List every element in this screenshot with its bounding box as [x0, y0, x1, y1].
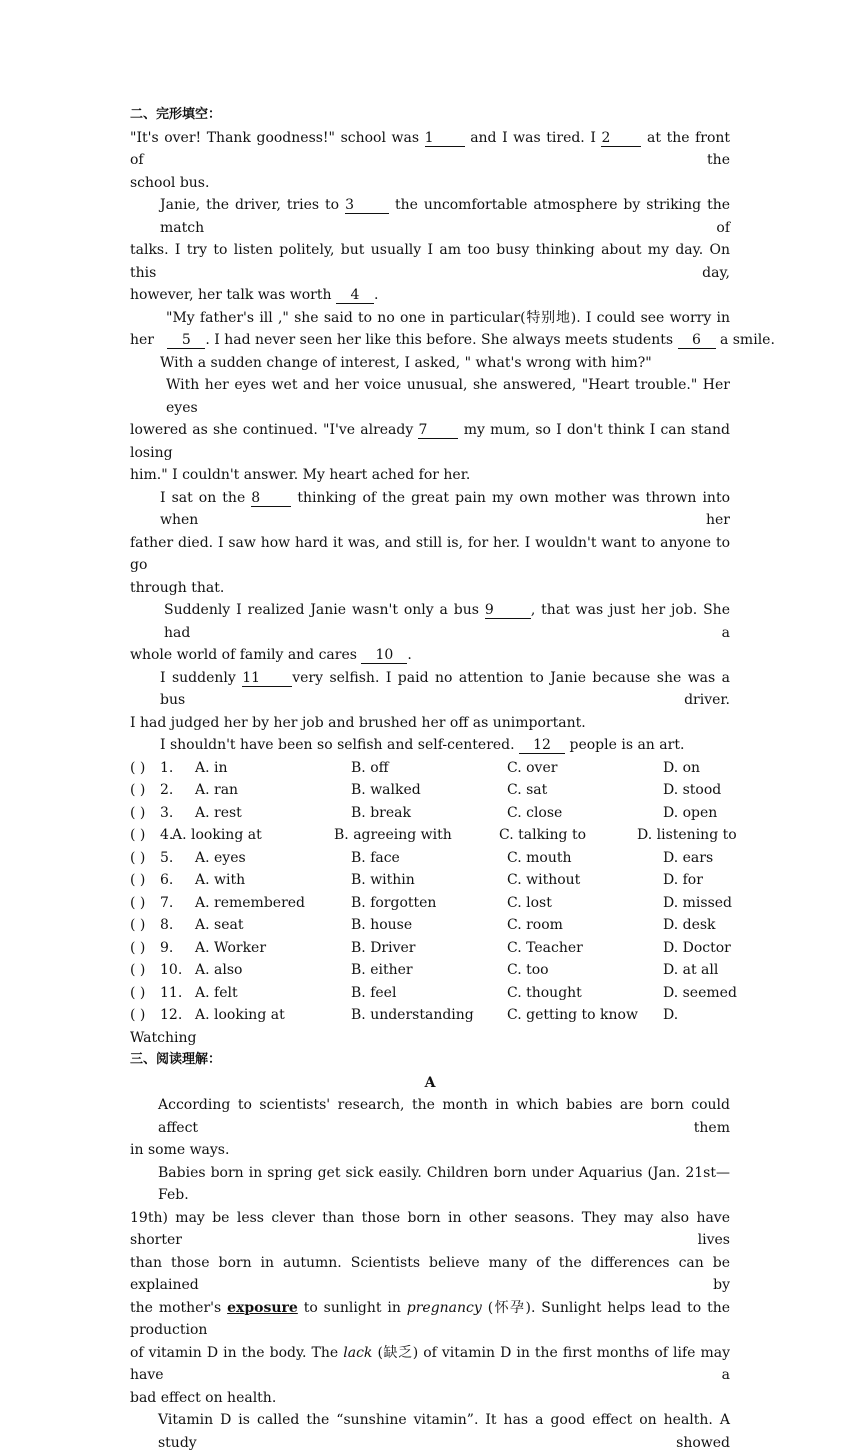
question-row — [130, 779, 730, 802]
option-c: C. room — [507, 917, 563, 933]
blank-2: 2 — [601, 130, 641, 147]
option-a: A. seat — [195, 917, 244, 933]
option-d: D. — [663, 1007, 679, 1023]
option-d: D. ears — [663, 849, 714, 866]
option-d: D. at all — [663, 962, 719, 978]
option-b: B. house — [351, 917, 413, 933]
question-number: 1. — [160, 759, 174, 776]
paragraph-line: Babies born in spring get sick easily. Children born under Aquarius (Jan. 21st—Feb. — [158, 1164, 730, 1203]
text-italic: pregnancy — [406, 1299, 482, 1316]
question-row — [130, 869, 730, 892]
option-c: C. sat — [507, 782, 548, 798]
option-c: C. getting to know — [507, 1007, 638, 1023]
option-c: C. mouth — [507, 849, 572, 866]
text: a smile. — [719, 332, 775, 348]
question-number: 4. — [160, 827, 174, 843]
option-a: A. rest — [195, 804, 242, 821]
question-12-wrap: Watching — [130, 1029, 197, 1046]
question-row — [130, 914, 730, 937]
option-a: A. looking at — [195, 1007, 285, 1023]
question-number: 5. — [160, 849, 174, 866]
answer-paren[interactable]: ( ) — [130, 894, 146, 911]
text: Janie, the driver, tries to — [160, 197, 340, 213]
text: (缺乏) of vitamin D in the first months of life may have a — [130, 1344, 731, 1383]
paragraph-line — [130, 329, 775, 352]
section-heading-reading: 三、阅读理解： — [130, 1052, 222, 1067]
option-b: B. break — [351, 804, 411, 821]
paragraph-line: With a sudden change of interest, I asked, " what's wrong with him?" — [160, 354, 652, 371]
blank-7: 7 — [418, 422, 458, 439]
question-row — [130, 982, 737, 1005]
text: I suddenly — [160, 669, 236, 686]
answer-paren[interactable]: ( ) — [130, 984, 146, 1001]
option-c: C. without — [507, 872, 581, 888]
question-row — [130, 847, 730, 870]
blank-6: 6 — [678, 332, 716, 349]
answer-paren[interactable]: ( ) — [130, 872, 146, 888]
question-number: 9. — [160, 939, 174, 956]
option-c: C. close — [507, 804, 563, 821]
text: Suddenly I realized Janie wasn't only a bus — [164, 602, 479, 618]
option-b: B. forgotten — [351, 894, 437, 911]
option-c: C. talking to — [499, 827, 587, 843]
paragraph-line — [130, 1297, 730, 1342]
paragraph-line: I had judged her by her job and brushed her off as unimportant. — [130, 714, 586, 731]
answer-paren[interactable]: ( ) — [130, 849, 146, 866]
text: however, her talk was worth — [130, 287, 332, 303]
question-row — [130, 892, 730, 915]
paragraph-line: Vitamin D is called the “sunshine vitamin”. It has a good effect on health. A study showed — [158, 1412, 730, 1451]
question-number: 3. — [160, 804, 174, 821]
paragraph-line — [130, 127, 730, 172]
blank-8: 8 — [251, 490, 291, 507]
option-b: B. walked — [351, 782, 421, 798]
option-c: C. too — [507, 962, 549, 978]
paragraph-line: however, her talk was worth 4 . — [130, 287, 379, 303]
paragraph-line: father died. I saw how hard it was, and still is, for her. I wouldn't want to anyone to go — [130, 534, 730, 573]
answer-paren[interactable]: ( ) — [130, 917, 146, 933]
option-d: D. open — [663, 804, 718, 821]
paragraph-line — [130, 194, 730, 239]
option-d: D. for — [663, 872, 703, 888]
option-b: B. understanding — [351, 1007, 474, 1023]
option-b: B. agreeing with — [334, 827, 452, 843]
text: her — [130, 332, 154, 348]
question-number: 10. — [160, 962, 183, 978]
question-number: 6. — [160, 872, 174, 888]
text: . I had never seen her like this before. She always meets students — [205, 332, 674, 348]
text: my mum, so I don't think I can stand losing — [130, 422, 730, 461]
paragraph-line: With her eyes wet and her voice unusual, she answered, "Heart trouble." Her eyes — [166, 377, 730, 416]
question-row — [130, 824, 737, 847]
text: I shouldn't have been so selfish and self-centered. — [160, 737, 515, 753]
text: whole world of family and cares — [130, 647, 357, 663]
question-number: 12. — [160, 1007, 183, 1023]
text: very selfish. I paid no attention to Janie because she was a bus driver. — [160, 669, 730, 708]
answer-paren[interactable]: ( ) — [130, 939, 146, 956]
question-number: 8. — [160, 917, 174, 933]
blank-10: 10 — [361, 647, 407, 664]
option-d: D. stood — [663, 782, 722, 798]
question-number: 2. — [160, 782, 174, 798]
paragraph-line: 19th) may be less clever than those born in other seasons. They may also have shorter lives — [130, 1209, 730, 1248]
question-row — [130, 1004, 730, 1027]
option-a: A. looking at — [172, 827, 262, 843]
option-d: D. on — [663, 759, 701, 776]
paragraph-line: him." I couldn't answer. My heart ached for her. — [130, 467, 471, 483]
option-b: B. feel — [351, 984, 397, 1001]
blank-12: 12 — [519, 737, 565, 754]
blank-3: 3 — [345, 197, 389, 214]
option-b: B. either — [351, 962, 413, 978]
text: , that was just her job. She had a — [164, 602, 730, 641]
question-list — [130, 757, 737, 1027]
paragraph-line — [130, 667, 730, 712]
keyword-exposure: exposure — [227, 1299, 298, 1316]
option-d: D. missed — [663, 894, 732, 911]
answer-paren[interactable]: ( ) — [130, 1007, 146, 1023]
document-page — [130, 104, 775, 1454]
option-d: D. seemed — [663, 984, 737, 1001]
option-c: C. lost — [507, 894, 552, 911]
paragraph-line: through that. — [130, 579, 225, 596]
option-a: A. remembered — [195, 894, 306, 911]
section-heading-cloze: 二、完形填空： — [130, 107, 222, 122]
option-d: D. desk — [663, 917, 716, 933]
blank-9: 9 — [485, 602, 531, 619]
question-number: 11. — [160, 984, 183, 1001]
answer-paren[interactable]: ( ) — [130, 804, 146, 821]
paragraph-line: According to scientists' research, the month in which babies are born could affect them — [158, 1097, 730, 1136]
paragraph-line — [130, 1342, 730, 1387]
option-a: A. felt — [195, 984, 238, 1001]
option-a: A. in — [195, 759, 228, 776]
text: the mother's — [130, 1299, 222, 1316]
question-row — [130, 959, 730, 982]
text: thinking of the great pain my own mother was thrown into when her — [160, 489, 730, 528]
text: to sunlight in — [303, 1299, 401, 1316]
blank-1: 1 — [425, 130, 465, 147]
paragraph-line: in some ways. — [130, 1142, 230, 1158]
paragraph-line — [130, 487, 730, 532]
option-a: A. eyes — [195, 849, 246, 866]
option-d: D. Doctor — [663, 939, 731, 956]
paragraph-line: school bus. — [130, 174, 210, 191]
paragraph-line: bad effect on health. — [130, 1389, 277, 1406]
blank-4: 4 — [336, 287, 374, 304]
paragraph-line: than those born in autumn. Scientists believe many of the differences can be explained by — [130, 1254, 730, 1293]
question-row — [130, 802, 730, 825]
text: I sat on the — [160, 489, 246, 506]
option-b: B. off — [351, 759, 389, 776]
paragraph-line: "My father's ill ," she said to no one in particular(特别地). I could see worry in — [166, 309, 730, 326]
option-c: C. over — [507, 759, 558, 776]
answer-paren[interactable]: ( ) — [130, 962, 146, 978]
paragraph-line — [130, 599, 730, 644]
option-a: A. Worker — [195, 939, 267, 956]
text: people is an art. — [569, 737, 685, 753]
question-row — [130, 937, 730, 960]
text: (怀孕). Sunlight helps lead to the production — [130, 1299, 731, 1338]
option-c: C. Teacher — [507, 939, 583, 956]
blank-11: 11 — [242, 670, 292, 687]
option-a: A. ran — [195, 782, 239, 798]
passage-title: A — [424, 1074, 436, 1091]
option-b: B. face — [351, 849, 400, 866]
text: of vitamin D in the body. The — [130, 1344, 339, 1361]
option-b: B. within — [351, 872, 415, 888]
blank-5: 5 — [167, 332, 205, 349]
text: lowered as she continued. "I've already — [130, 422, 414, 438]
option-d: D. listening to — [637, 827, 737, 843]
answer-paren[interactable]: ( ) — [130, 827, 146, 843]
option-b: B. Driver — [351, 939, 416, 956]
text: the uncomfortable atmosphere by striking the match of — [160, 197, 731, 236]
question-row — [130, 757, 730, 780]
text: at the front of the — [130, 129, 731, 168]
answer-paren[interactable]: ( ) — [130, 759, 146, 776]
option-a: A. with — [195, 872, 246, 888]
paragraph-line: talks. I try to listen politely, but usually I am too busy thinking about my day. On this day, — [130, 242, 730, 281]
option-a: A. also — [195, 962, 243, 978]
paragraph-line — [130, 734, 730, 757]
paragraph-line — [130, 419, 730, 464]
paragraph-line: whole world of family and cares 10 . — [130, 647, 412, 663]
text: and I was tired. I — [470, 129, 596, 146]
answer-paren[interactable]: ( ) — [130, 782, 146, 798]
question-number: 7. — [160, 894, 174, 911]
text-italic: lack — [343, 1344, 373, 1361]
text: "It's over! Thank goodness!" school was — [130, 129, 420, 146]
option-c: C. thought — [507, 984, 582, 1001]
